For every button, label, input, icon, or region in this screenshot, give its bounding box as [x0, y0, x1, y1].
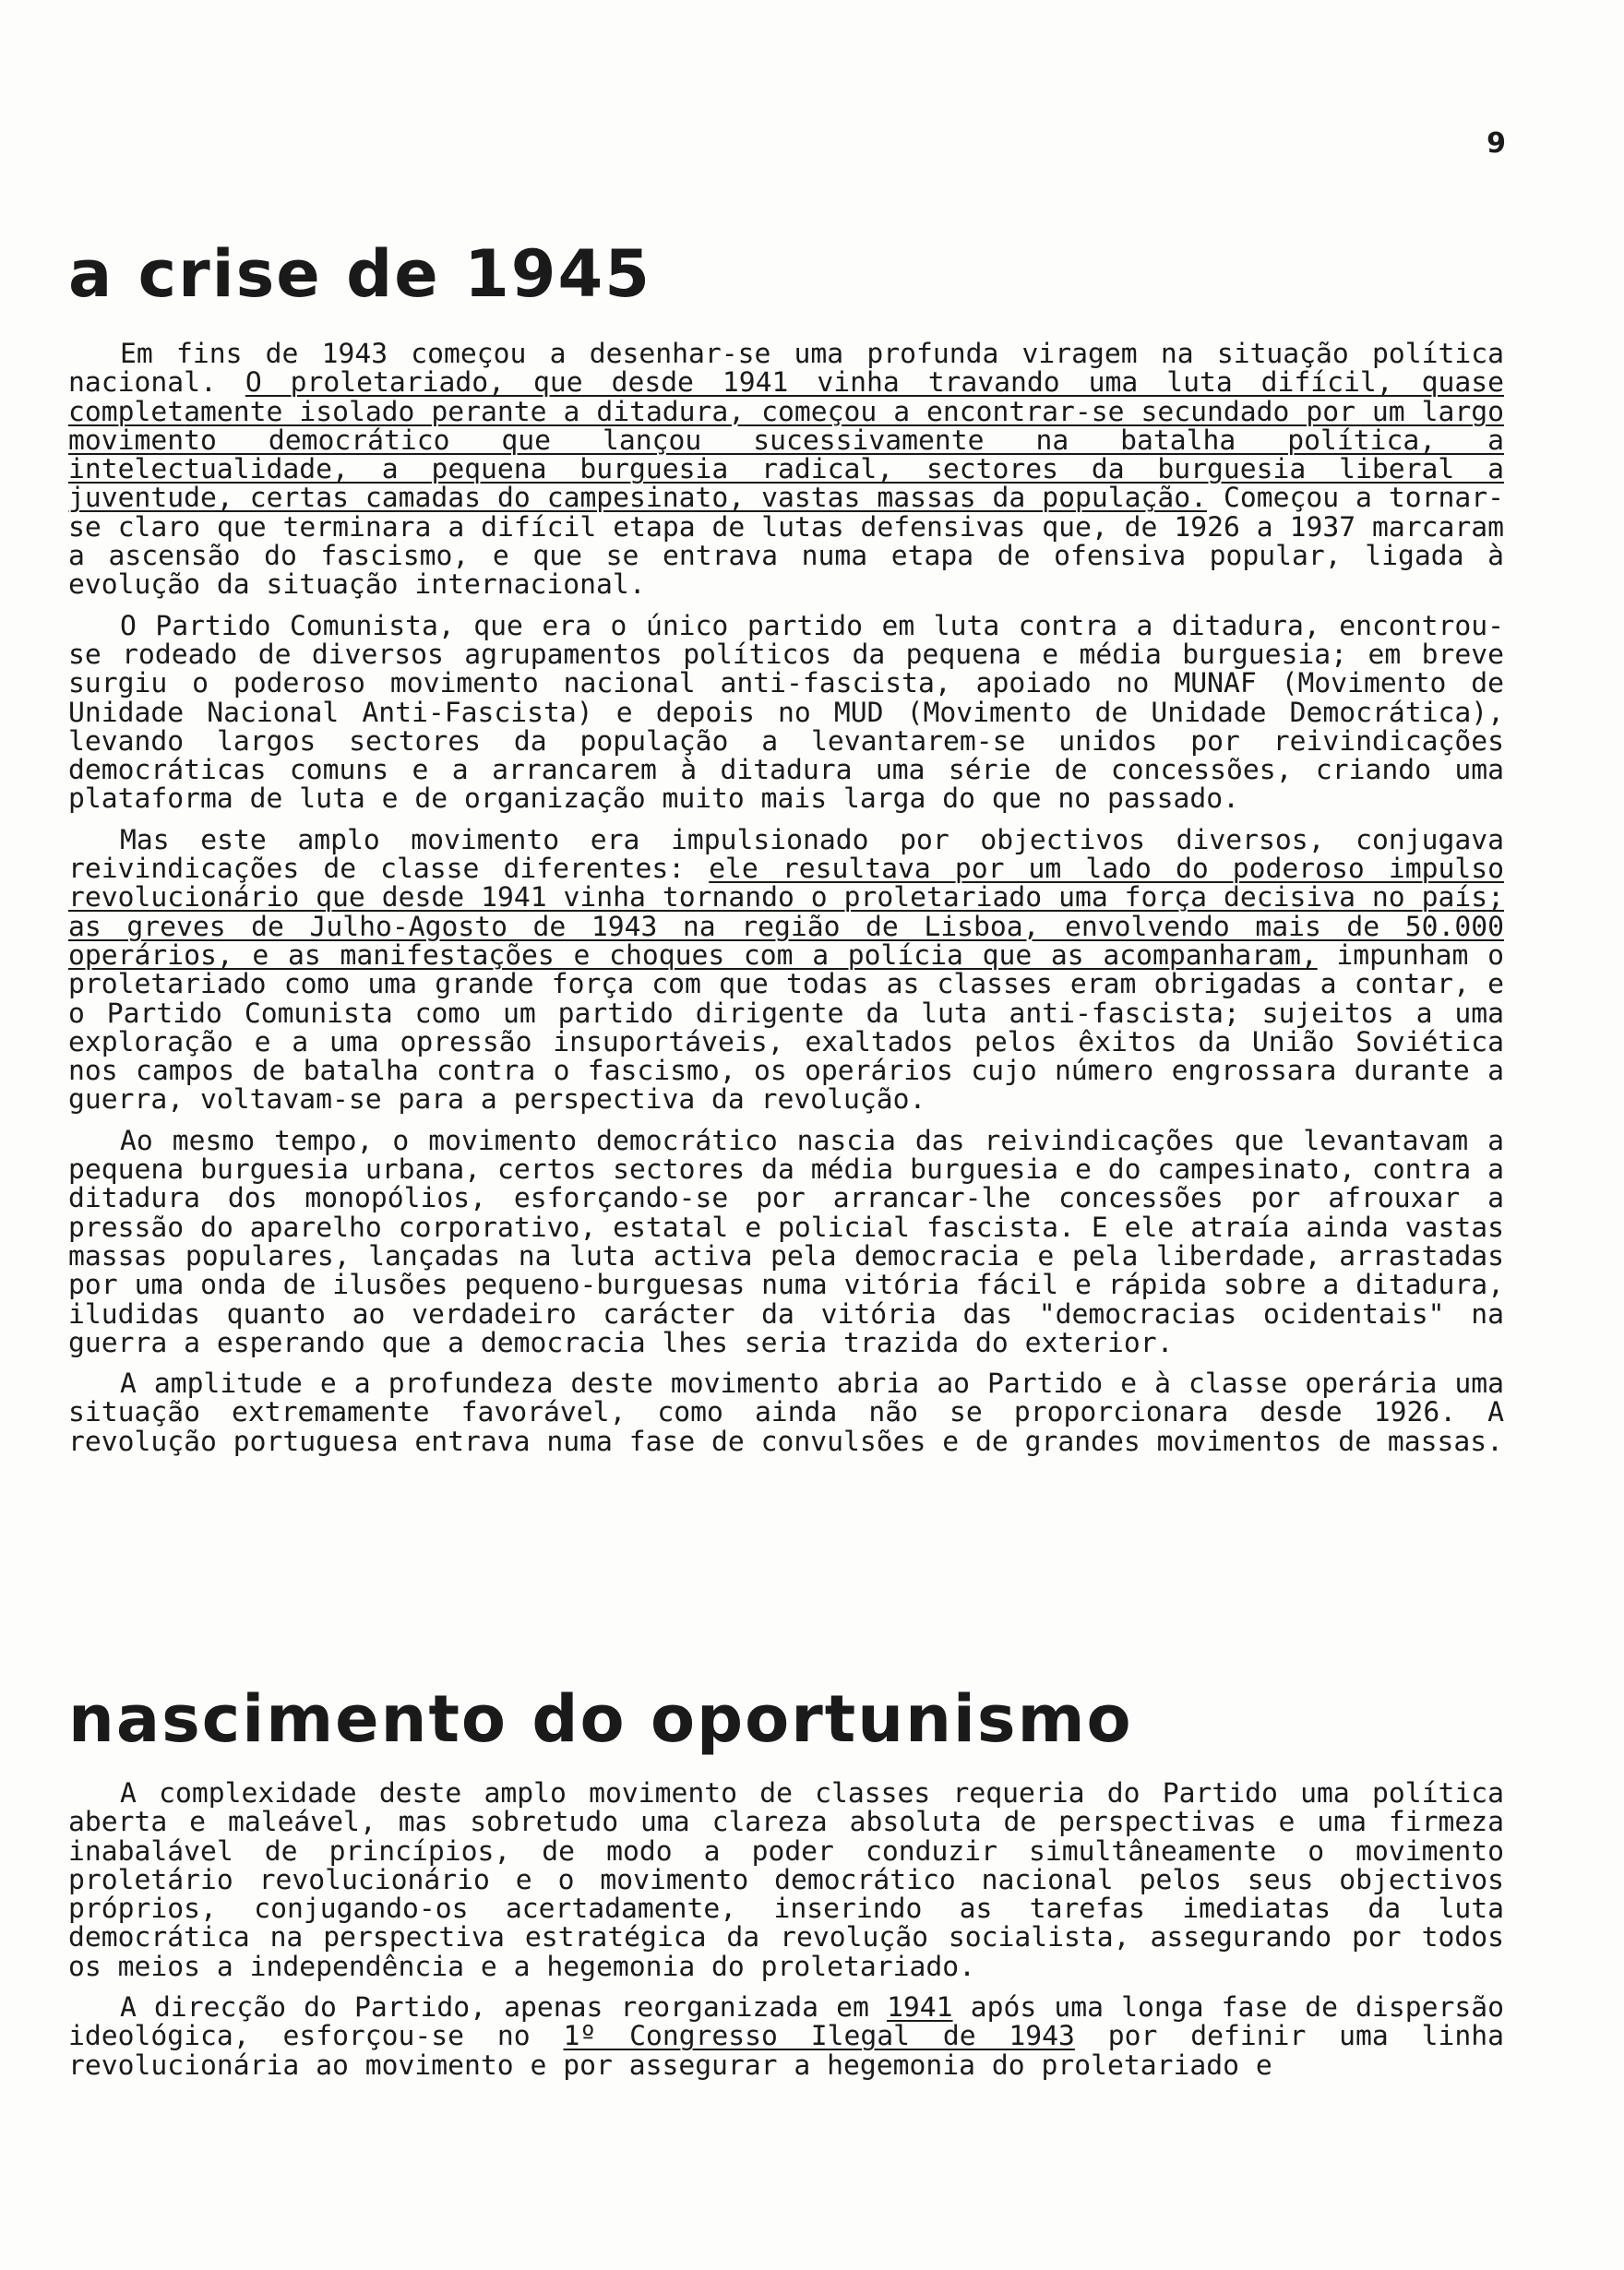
paragraph [68, 609, 1504, 816]
paragraph [68, 1779, 1504, 1981]
underlined-passage: O proletariado, que desde 1941 vinha travando uma luta difícil, quase completamente isolado perante a ditadura, começou a encontrar-se secundado por um largo movimento democrático que lançou sucessivamente na batalha política, a intelectualidade, a pequena burguesia radical, sectores da burguesia liberal a juventude, certas camadas do campesinato, vastas massas da população. [68, 366, 1505, 515]
text-run: Começou a tornar-se claro que terminara a difícil etapa de lutas defensivas que, de 1926 a 1937 marcaram a ascensão do fascismo, e que se entrava numa etapa de ofensiva popular, ligada à evolução da situação internacional. [68, 482, 1504, 602]
text-run: Em fins de 1943 começou a desenhar-se uma profunda viragem na situação política nacional. [68, 338, 1504, 400]
section-heading-crise-1945: a crise de 1945 [68, 236, 651, 312]
text-run: A direcção do Partido, apenas reorganizada em [120, 1991, 888, 2025]
text-run: O Partido Comunista, que era o único partido em luta contra a ditadura, encontrou-se rodeado de diversos agrupamentos políticos da pequena e média burguesia; em breve surgiu o poderoso movimento nacional anti-fascista, apoiado no MUNAF (Movimento de Unidade Nacional Anti-Fascista) e depois no MUD (Movimento de Unidade Democrática), levando largos sectores da população a levantarem-se unidos por reivindicações democráticas comuns e a arrancarem à ditadura uma série de concessões, criando uma plataforma de luta e de organização muito mais larga do que no passado. [68, 609, 1504, 816]
text-run: Mas este amplo movimento era impulsionado por objectivos diversos, conjugava reivindicações de classe diferentes: [68, 823, 1504, 886]
paragraph [68, 1124, 1504, 1359]
paragraph [68, 340, 1504, 600]
section-body-crise-1945 [68, 340, 1504, 1456]
page-number: 9 [1487, 127, 1506, 160]
paragraph [68, 1993, 1504, 2080]
text-run: após uma longa fase de dispersão ideológica, esforçou-se no [68, 1991, 1504, 2053]
text-run: A amplitude e a profundeza deste movimento abria ao Partido e à classe operária uma situação extremamente favorável, como ainda não se proporcionara desde 1926. A revolução portuguesa entrava numa fase de convulsões e de grandes movimentos de massas. [68, 1368, 1504, 1458]
section-heading-oportunismo: nascimento do oportunismo [68, 1681, 1133, 1757]
text-run: impunham o proletariado como uma grande força com que todas as classes eram obrigadas a contar, e o Partido Comunista como um partido dirigente da luta anti-fascista; sujeitos a uma exploração e a uma opressão insuportáveis, exaltados pelos êxitos da União Soviética nos campos de batalha contra o fascismo, os operários cujo número engrossara durante a guerra, voltavam-se para a perspectiva da revolução. [68, 938, 1504, 1117]
underlined-year: 1941 [887, 1991, 953, 2025]
paragraph [68, 1369, 1504, 1456]
text-run: por definir uma linha revolucionária ao movimento e por assegurar a hegemonia do proletariado e [68, 2020, 1504, 2082]
underlined-congress: 1º Congresso Ilegal de 1943 [563, 2020, 1075, 2053]
text-run: A complexidade deste amplo movimento de classes requeria do Partido uma política aberta e maleável, mas sobretudo uma clareza absoluta de perspectivas e uma firmeza inabalável de princípios, de modo a poder conduzir simultâneamente o movimento proletário revolucionário e o movimento democrático nacional pelos seus objectivos próprios, conjugando-os acertadamente, inserindo as tarefas imediatas da luta democrática na perspectiva estratégica da revolução socialista, assegurando por todos os meios a independência e a hegemonia do proletariado. [68, 1777, 1504, 1983]
text-run: Ao mesmo tempo, o movimento democrático nascia das reivindicações que levantavam a pequena burguesia urbana, certos sectores da média burguesia e do campesinato, contra a ditadura dos monopólios, esforçando-se por arrancar-lhe concessões por afrouxar a pressão do aparelho corporativo, estatal e policial fascista. E ele atraía ainda vastas massas populares, lançadas na luta activa pela democracia e pela liberdade, arrastadas por uma onda de ilusões pequeno-burguesas numa vitória fácil e rápida sobre a ditadura, iludidas quanto ao verdadeiro carácter da vitória das "democracias ocidentais" na guerra a esperando que a democracia lhes seria trazida do exterior. [68, 1124, 1504, 1359]
underlined-passage: ele resultava por um lado do poderoso impulso revolucionário que desde 1941 vinha tornando o proletariado uma força decisiva no país; as greves de Julho-Agosto de 1943 na região de Lisboa, envolvendo mais de 50.000 operários, e as manifestações e choques com a polícia que as acompanharam, [68, 853, 1504, 972]
section-body-oportunismo [68, 1779, 1504, 2080]
paragraph [68, 823, 1504, 1117]
